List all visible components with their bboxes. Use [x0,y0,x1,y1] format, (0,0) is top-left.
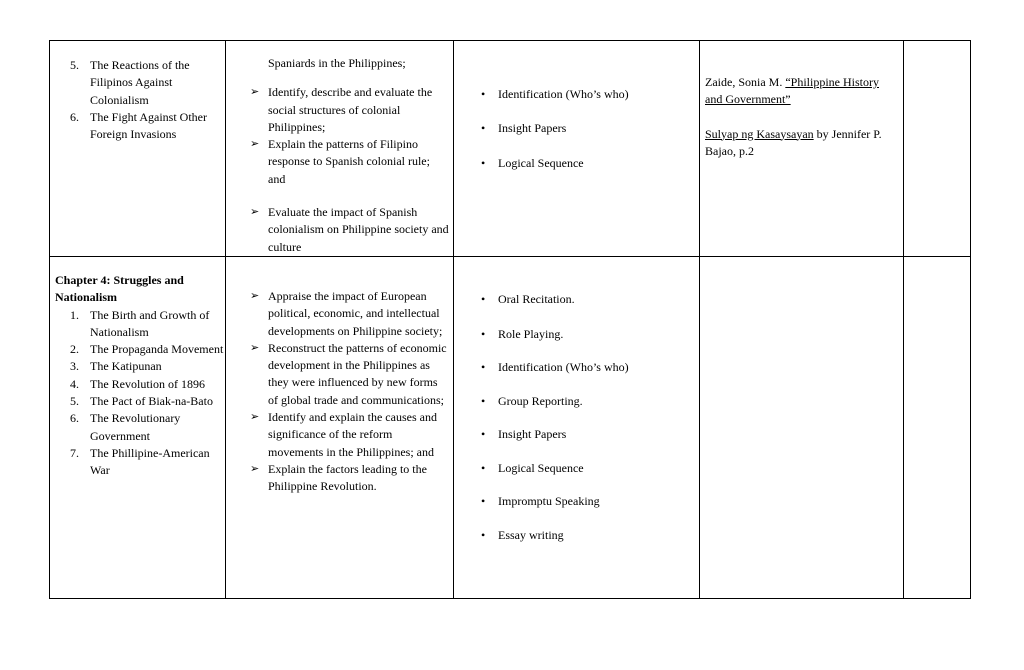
topic-text: The Pact of Biak-na-Bato [90,394,213,409]
list-item [226,288,449,340]
assessment-text: Impromptu Speaking [498,493,600,508]
objective-continuation: Spaniards in the Philippines; [268,56,406,70]
topics-cell [50,256,226,598]
objective-text: Evaluate the impact of Spanish colonialism on Philippine society and culture [268,205,449,254]
assessment-list [454,291,699,544]
list-item [50,393,225,410]
reference-entry [705,126,899,161]
list-number: 4. [70,376,79,391]
bullet-icon: • [481,393,486,408]
list-number: 3. [70,359,79,374]
assessment-text: Identification (Who’s who) [498,87,629,101]
list-item [50,376,225,393]
bullet-icon: • [481,326,486,341]
list-number: 5. [70,394,79,409]
objective-list [226,288,449,496]
list-item [454,527,699,544]
list-item [226,340,449,409]
assessment-text: Oral Recitation. [498,291,575,306]
topic-text: The Fight Against Other Foreign Invasions [90,109,207,142]
assessment-cell [454,41,700,257]
topic-list [50,57,225,143]
assessment-text: Insight Papers [498,426,567,441]
list-item [50,307,225,342]
objectives-cell [226,41,454,257]
topic-text: The Propaganda Movement [90,342,224,357]
reference-title: Sulyap ng Kasaysayan [705,126,814,141]
bullet-icon: • [481,493,486,508]
arrow-bullet-icon: ➢ [250,411,260,424]
assessment-text: Logical Sequence [498,460,584,475]
list-item [226,204,449,256]
chapter-title: Chapter 4: Struggles and Nationalism [55,272,184,305]
list-item [226,461,449,496]
list-item [454,155,699,172]
list-item [454,326,699,343]
reference-entry [705,74,899,109]
arrow-bullet-icon: ➢ [250,341,260,354]
objective-text: Identify, describe and evaluate the social structures of colonial Philippines; [268,85,433,134]
remarks-cell [904,256,971,598]
list-number: 6. [70,411,79,426]
objective-text: Reconstruct the patterns of economic development in the Philippines as they were influenced by new forms of global trade and communications; [268,340,447,407]
list-number: 6. [70,109,79,124]
arrow-bullet-icon: ➢ [250,86,260,99]
list-item [50,109,225,144]
bullet-icon: • [481,359,486,374]
list-item [226,409,449,461]
assessment-text: Group Reporting. [498,393,583,408]
references-cell [700,41,904,257]
list-item [454,393,699,410]
bullet-icon: • [481,121,486,135]
topic-text: The Revolution of 1896 [90,376,205,391]
topic-text: The Birth and Growth of Nationalism [90,307,210,339]
list-item [454,426,699,443]
arrow-bullet-icon: ➢ [250,462,260,475]
assessment-text: Logical Sequence [498,156,584,170]
list-item [50,341,225,358]
bullet-icon: • [481,156,486,170]
table-row [50,41,971,257]
assessment-text: Role Playing. [498,326,564,341]
bullet-icon: • [481,87,486,101]
topic-text: The Revolutionary Government [90,411,181,443]
list-item [454,291,699,308]
table-row [50,256,971,598]
list-item [50,445,225,480]
list-number: 2. [70,342,79,357]
references-cell [700,256,904,598]
bullet-icon: • [481,291,486,306]
topic-list [50,307,225,480]
list-item [50,358,225,375]
reference-title: “Philippine History and Government” [705,75,879,107]
topic-text: The Reactions of the Filipinos Against Colonialism [90,58,190,107]
assessment-list [454,86,699,172]
list-item [454,493,699,510]
arrow-bullet-icon: ➢ [250,289,260,302]
list-item [454,86,699,103]
syllabus-table [49,40,971,599]
reference-author: Zaide, Sonia M. [705,75,786,89]
topics-cell [50,41,226,257]
assessment-cell [454,256,700,598]
list-item [454,120,699,137]
assessment-text: Insight Papers [498,121,567,135]
arrow-bullet-icon: ➢ [250,206,260,219]
list-item [226,136,449,188]
objective-text: Explain the patterns of Filipino response to Spanish colonial rule; and [268,137,430,186]
assessment-text: Identification (Who’s who) [498,359,629,374]
list-number: 5. [70,58,79,72]
objectives-cell [226,256,454,598]
assessment-text: Essay writing [498,527,564,542]
objective-list [226,84,449,256]
objective-text: Appraise the impact of European political, economic, and intellectual developments on Philippine society; [268,288,443,338]
list-item [226,84,449,136]
remarks-cell [904,41,971,257]
bullet-icon: • [481,460,486,475]
list-item [454,460,699,477]
bullet-icon: • [481,426,486,441]
topic-text: The Phillipine-American War [90,445,210,478]
list-number: 7. [70,445,79,460]
topic-text: The Katipunan [90,359,162,374]
list-item [50,410,225,445]
list-item [50,57,225,109]
bullet-icon: • [481,527,486,542]
reference-author: by Jennifer P. Bajao, p.2 [705,126,882,158]
objective-text: Identify and explain the causes and significance of the reform movements in the Philippines; and [268,410,437,459]
objective-text: Explain the factors leading to the Philippine Revolution. [268,461,427,494]
list-number: 1. [70,307,79,322]
list-item [454,359,699,376]
arrow-bullet-icon: ➢ [250,138,260,151]
